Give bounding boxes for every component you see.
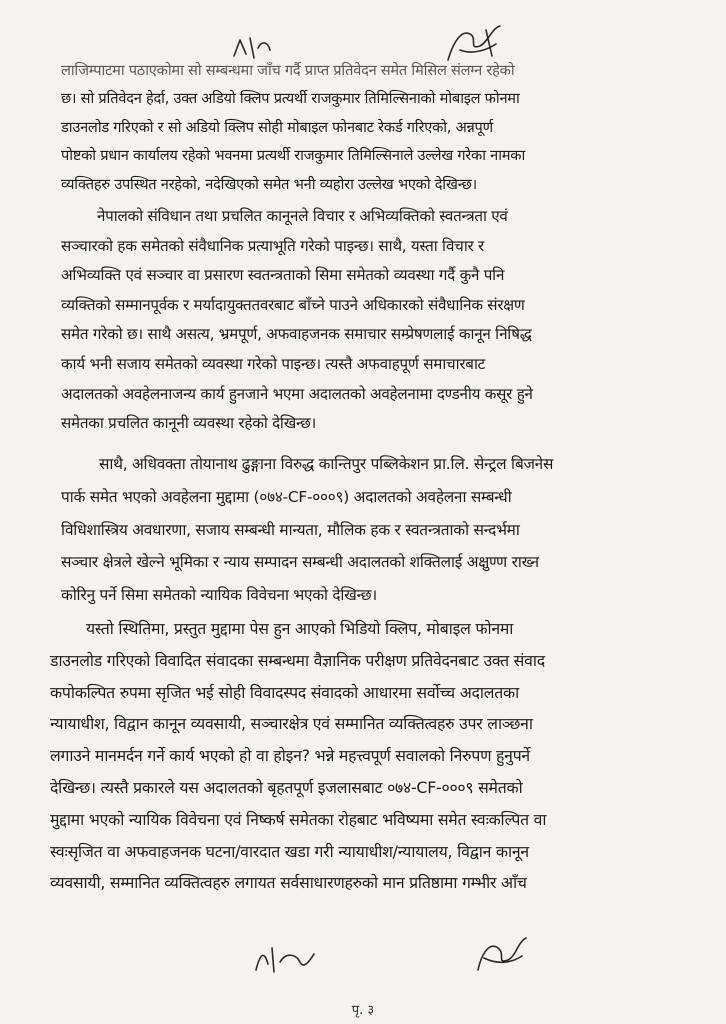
paragraph-line: न्यायाधीश, विद्वान कानून व्यवसायी, सञ्चारक्षेत्र एवं सम्मानित व्यक्तित्वहरु उपर लाञ्छना	[50, 714, 533, 734]
paragraph-line: पोष्टको प्रधान कार्यालय रहेको भवनमा प्रत्यर्थी राजकुमार तिमिल्सिनाले उल्लेख गरेका नामका	[61, 147, 525, 165]
paragraph-line: छ। सो प्रतिवेदन हेर्दा, उक्त अडियो क्लिप प्रत्यर्थी राजकुमार तिमिल्सिनाको मोबाइल फोनमा	[61, 90, 520, 108]
paragraph-line: व्यक्तिहरु उपस्थित नरहेको, नदेखिएको समेत भनी व्यहोरा उल्लेख भएको देखिन्छ।	[61, 175, 477, 193]
paragraph-3	[0, 448, 726, 612]
bottom-left-signature	[250, 940, 320, 980]
paragraph-line: अभिव्यक्ति एवं सञ्चार वा प्रसारण स्वतन्त्रताको सिमा समेतको व्यवस्था गर्दै कुनै पनि	[61, 266, 505, 285]
paragraph-line: कोरिनु पर्ने सिमा समेतको न्यायिक विवेचना भएको देखिन्छ।	[61, 586, 377, 605]
paragraph-line: समेतका प्रचलित कानूनी व्यवस्था रहेको देखिन्छ।	[61, 414, 317, 433]
page-number: पृ. ३	[351, 1003, 375, 1018]
paragraph-line: डाउनलोड गरिएको विवादित संवादका सम्बन्धमा वैज्ञानिक परीक्षण प्रतिवेदनबाट उक्त संवाद	[50, 650, 545, 670]
paragraph-line: मुद्दामा भएको न्यायिक विवेचना एवं निष्कर्ष समेतका रोहबाट भविष्यमा समेत स्वःकल्पित वा	[50, 809, 547, 829]
paragraph-line: कार्य भनी सजाय समेतको व्यवस्था गरेको पाइन्छ। त्यस्तै अफवाहपूर्ण समाचारबाट	[61, 354, 486, 373]
paragraph-line: देखिन्छ। त्यस्तै प्रकारले यस अदालतको बृहतपूर्ण इजलासबाट ०७४-CF-०००९ समेतको	[50, 777, 523, 797]
paragraph-line: लगाउने मानमर्दन गर्ने कार्य भएको हो वा होइन? भन्ने महत्त्वपूर्ण सवालको निरुपण हुनुपर्ने	[50, 746, 530, 766]
paragraph-line: पार्क समेत भएको अवहेलना मुद्दामा (०७४-CF-०००९) अदालतको अवहेलना सम्बन्धी	[61, 487, 512, 506]
paragraph-line: व्यक्तिको सम्मानपूर्वक र मर्यादायुक्ततवरबाट बाँच्ने पाउने अधिकारको संवैधानिक संरक्षण	[61, 295, 525, 314]
paragraph-line: यस्तो स्थितिमा, प्रस्तुत मुद्दामा पेस हुन आएको भिडियो क्लिप, मोबाइल फोनमा	[86, 619, 514, 638]
paragraph-line: डाउनलोड गरिएको र सो अडियो क्लिप सोही मोबाइल फोनबाट रेकर्ड गरिएको, अन्नपूर्ण	[61, 118, 493, 136]
paragraph-line: स्वःसृजित वा अफवाहजनक घटना/वारदात खडा गरी न्यायाधीश/न्यायालय, विद्वान कानून	[50, 841, 529, 861]
paragraph-line: लाजिम्पाटमा पठाएकोमा सो सम्बन्धमा जाँच गर्दै प्राप्त प्रतिवेदन समेत मिसिल संलग्न रहेको	[61, 62, 515, 79]
paragraph-line: समेत गरेको छ। साथै असत्य, भ्रमपूर्ण, अफवाहजनक समाचार सम्प्रेषणलाई कानून निषिद्ध	[61, 325, 532, 344]
paragraph-line: सञ्चारको हक समेतको संवैधानिक प्रत्याभूति गरेको पाइन्छ। साथै, यस्ता विचार र	[61, 236, 485, 255]
paragraph-line: अदालतको अवहेलनाजन्य कार्य हुनजाने भएमा अदालतको अवहेलनामा दण्डनीय कसूर हुने	[61, 384, 533, 403]
paragraph-line: साथै, अधिवक्ता तोयानाथ ढुङ्गाना विरुद्ध कान्तिपुर पब्लिकेशन प्रा.लि. सेन्ट्रल बिजनेस	[99, 455, 554, 473]
paragraph-1	[0, 57, 726, 199]
paragraph-line: विधिशास्त्रिय अवधारणा, सजाय सम्बन्धी मान्यता, मौलिक हक र स्वतन्त्रताको सन्दर्भमा	[61, 520, 520, 539]
paragraph-line: व्यवसायी, सम्मानित व्यक्तित्वहरु लगायत सर्वसाधारणहरुको मान प्रतिष्ठामा गम्भीर आँच	[50, 873, 527, 893]
paragraph-line: कपोकल्पित रुपमा सृजित भई सोही विवादस्पद संवादको आधारमा सर्वोच्च अदालतका	[50, 682, 519, 702]
paragraph-line: नेपालको संविधान तथा प्रचलित कानूनले विचार र अभिव्यक्तिको स्वतन्त्रता एवं	[97, 207, 508, 225]
paragraph-4	[0, 613, 726, 899]
paragraph-line: सञ्चार क्षेत्रले खेल्ने भूमिका र न्याय सम्पादन सम्बन्धी अदालतको शक्तिलाई अक्षुण्ण राख्न	[61, 553, 539, 572]
bottom-right-signature	[470, 930, 534, 978]
paragraph-2	[0, 202, 726, 439]
